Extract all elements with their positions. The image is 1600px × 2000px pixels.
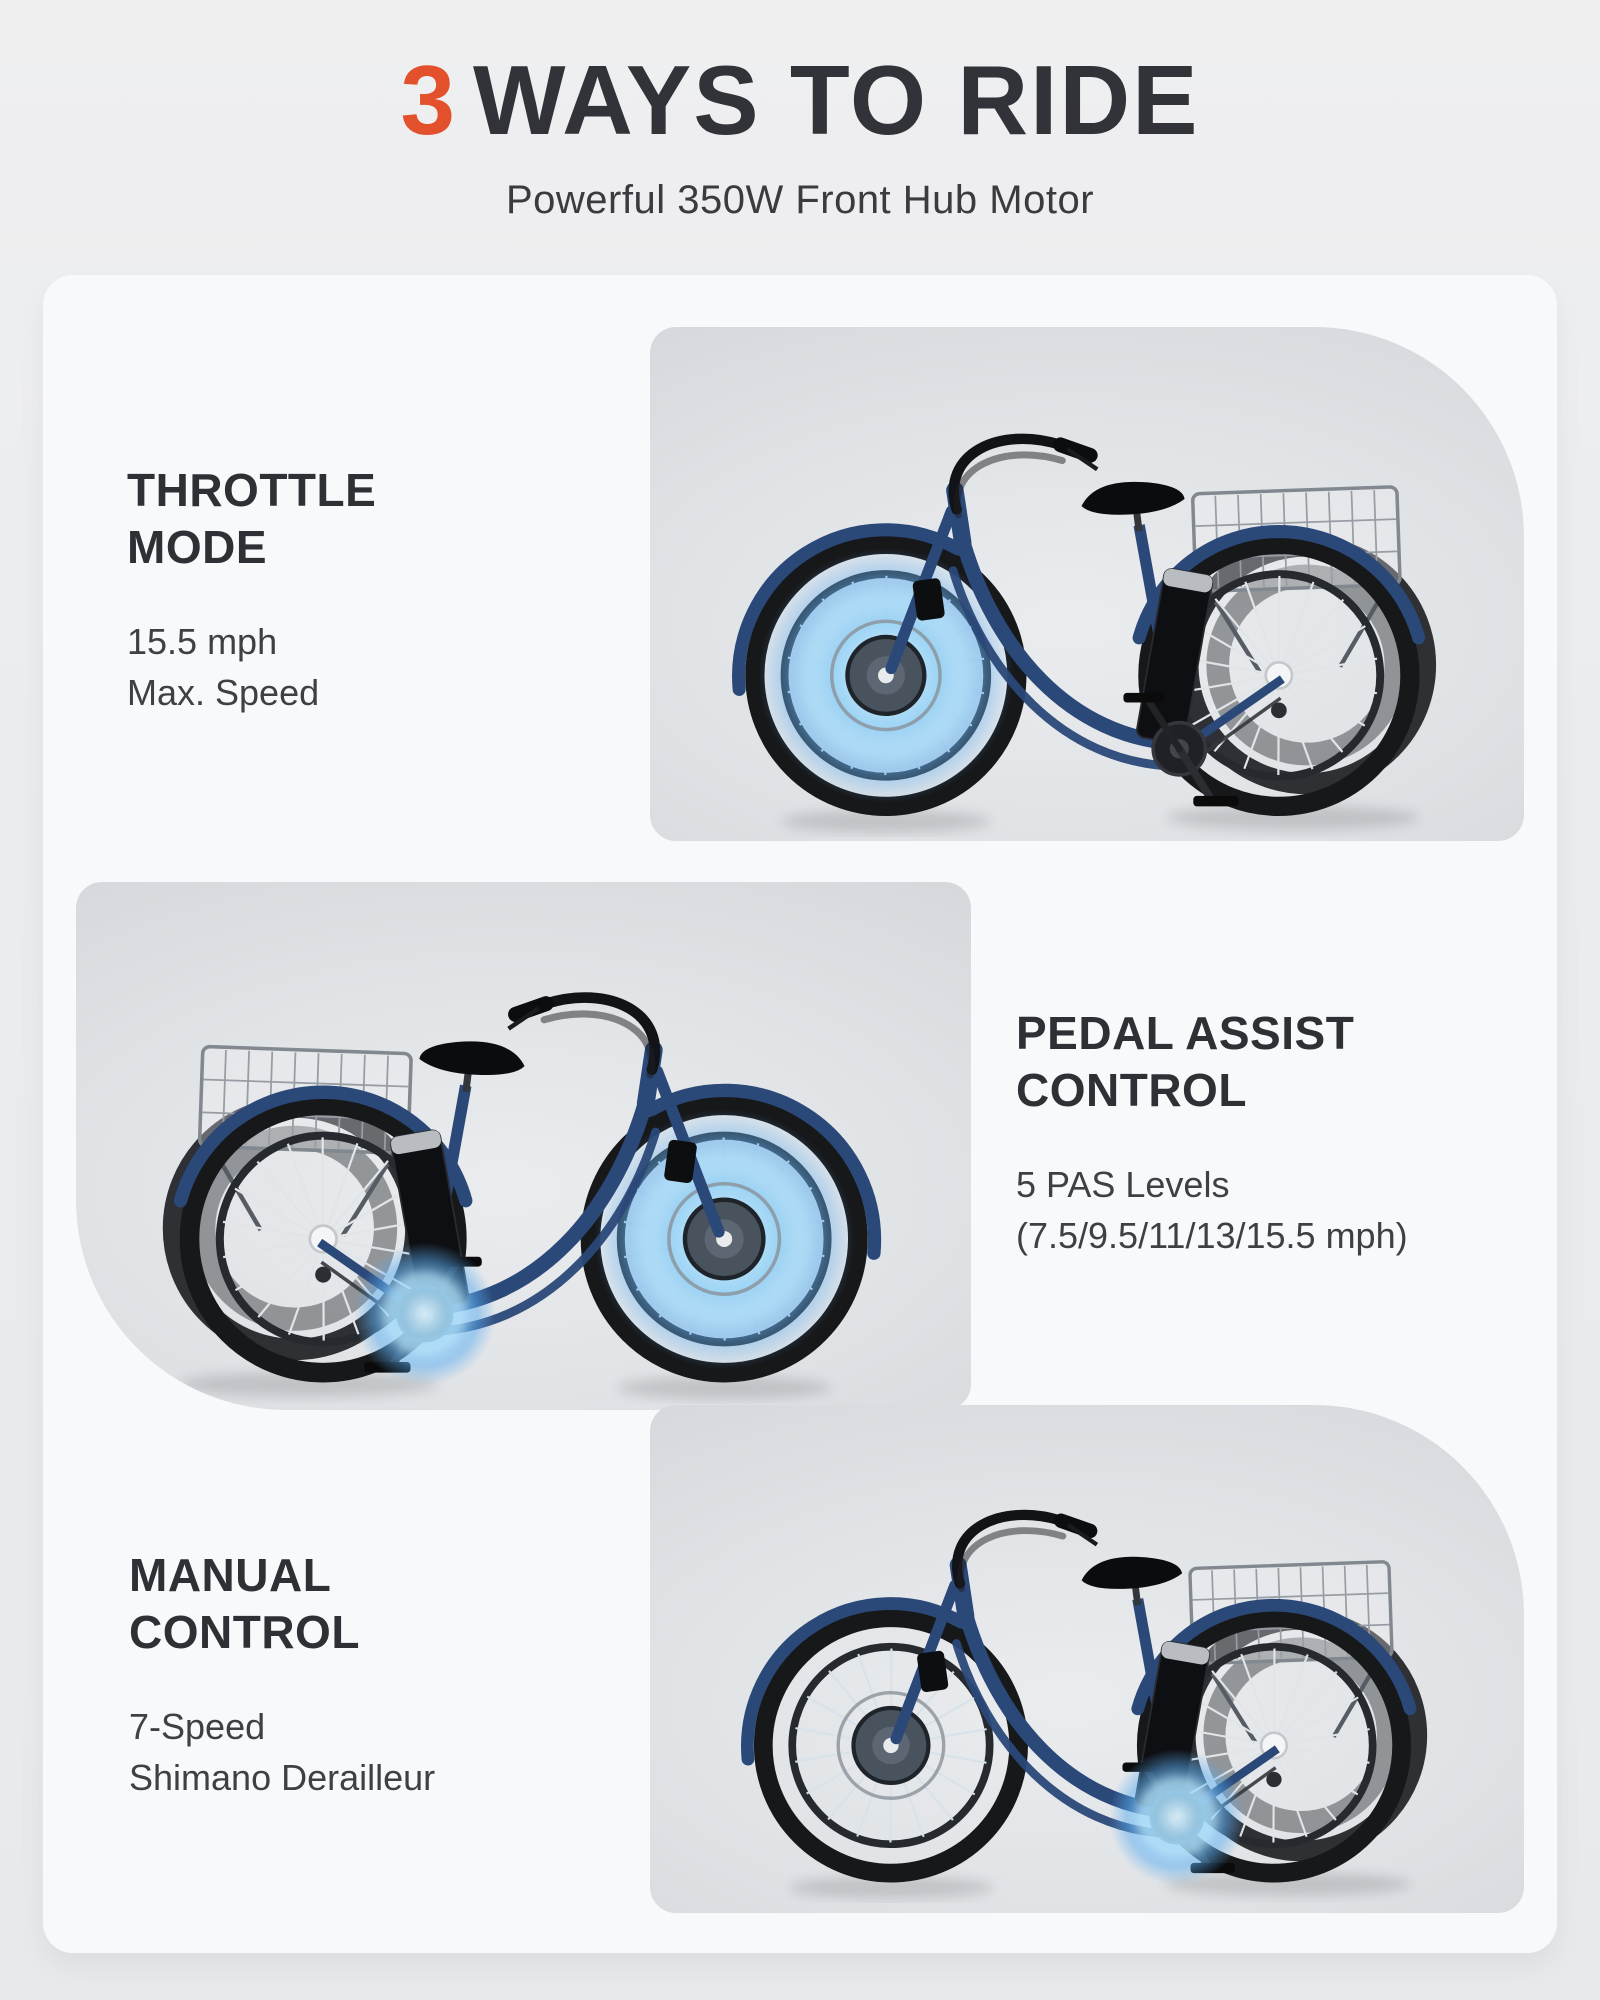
- electric-tricycle-illustration: [120, 918, 922, 1404]
- pedal-assist-heading-line1: PEDAL ASSIST: [1016, 1007, 1355, 1059]
- manual-control-heading: [129, 1547, 435, 1661]
- pedal-assist-body-line2: (7.5/9.5/11/13/15.5 mph): [1016, 1215, 1408, 1257]
- manual-control-text-block: [129, 1547, 435, 1803]
- pedal-assist-heading-line2: CONTROL: [1016, 1064, 1247, 1117]
- pedal-assist-text-block: [1016, 1005, 1408, 1261]
- throttle-mode-heading: [127, 462, 376, 576]
- title-number: 3: [400, 45, 457, 155]
- pedal-assist-heading: [1016, 1005, 1408, 1119]
- content-card: [43, 275, 1557, 1953]
- pedal-assist-description: [1016, 1159, 1408, 1261]
- electric-tricycle-illustration: [702, 1439, 1468, 1903]
- manual-heading-line2: CONTROL: [129, 1606, 360, 1659]
- title-text: WAYS TO RIDE: [473, 45, 1200, 155]
- throttle-mode-text-block: [127, 462, 376, 718]
- page-title: [0, 44, 1600, 157]
- pedal-assist-image-panel: [76, 882, 971, 1410]
- throttle-heading-line1: THROTTLE: [127, 464, 377, 516]
- throttle-body-line2: Max. Speed: [127, 672, 320, 714]
- electric-tricycle-illustration: [692, 361, 1478, 837]
- manual-control-description: [129, 1701, 435, 1803]
- manual-body-line2: Shimano Derailleur: [129, 1757, 436, 1799]
- manual-body-line1: 7-Speed: [129, 1706, 266, 1748]
- manual-control-image-panel: [650, 1405, 1524, 1913]
- page-subtitle: Powerful 350W Front Hub Motor: [505, 178, 1095, 222]
- throttle-mode-description: [127, 616, 376, 718]
- throttle-heading-line2: MODE: [127, 521, 267, 574]
- throttle-mode-image-panel: [650, 327, 1524, 841]
- throttle-body-line1: 15.5 mph: [127, 621, 278, 663]
- manual-heading-line1: MANUAL: [129, 1549, 332, 1601]
- pedal-assist-body-line1: 5 PAS Levels: [1016, 1164, 1230, 1206]
